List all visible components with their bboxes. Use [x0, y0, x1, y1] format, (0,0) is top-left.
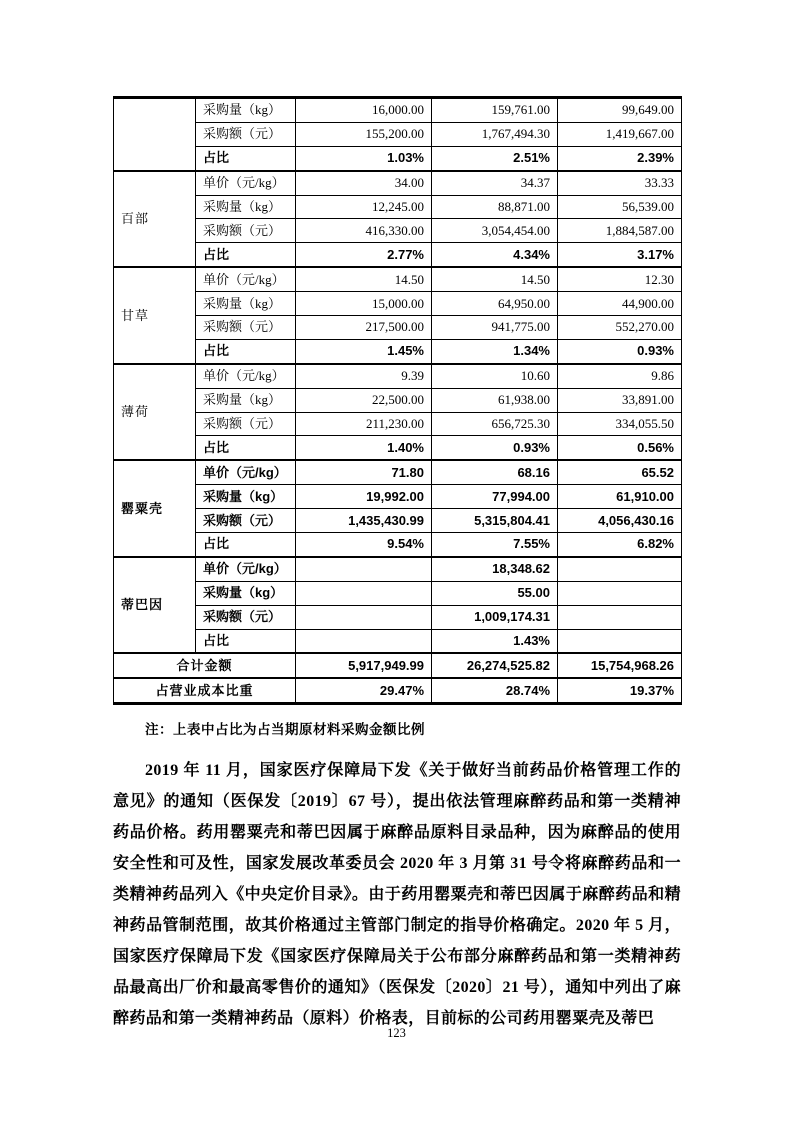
table-row	[114, 388, 682, 412]
material-name-cell: 蒂巴因	[114, 557, 196, 654]
metric-label-cell: 占比	[196, 146, 296, 170]
value-cell: 0.93%	[432, 436, 558, 460]
metric-label-cell: 采购额（元）	[196, 509, 296, 533]
table-row	[114, 509, 682, 533]
metric-label-cell: 采购额（元）	[196, 605, 296, 629]
page-number: 123	[387, 1026, 406, 1040]
value-cell: 2.77%	[296, 243, 432, 267]
metric-label-cell: 采购量（kg）	[196, 195, 296, 219]
value-cell: 19.37%	[558, 678, 682, 703]
value-cell: 2.51%	[432, 146, 558, 170]
value-cell: 552,270.00	[558, 316, 682, 340]
value-cell: 28.74%	[432, 678, 558, 703]
value-cell: 1,419,667.00	[558, 122, 682, 146]
value-cell: 12.30	[558, 267, 682, 291]
value-cell: 1.03%	[296, 146, 432, 170]
value-cell: 18,348.62	[432, 557, 558, 581]
material-name-cell: 百部	[114, 171, 196, 268]
metric-label-cell: 占比	[196, 533, 296, 557]
metric-label-cell: 采购量（kg）	[196, 388, 296, 412]
table-row	[114, 605, 682, 629]
value-cell: 9.54%	[296, 533, 432, 557]
value-cell: 14.50	[432, 267, 558, 291]
table-row	[114, 557, 682, 581]
value-cell: 68.16	[432, 460, 558, 484]
metric-label-cell: 采购量（kg）	[196, 292, 296, 316]
page-content	[113, 96, 681, 1034]
value-cell: 941,775.00	[432, 316, 558, 340]
table-row	[114, 122, 682, 146]
footer-label-cell: 合计金额	[114, 653, 296, 678]
table-row	[114, 485, 682, 509]
value-cell: 1,009,174.31	[432, 605, 558, 629]
value-cell: 10.60	[432, 364, 558, 388]
value-cell: 0.56%	[558, 436, 682, 460]
value-cell: 15,000.00	[296, 292, 432, 316]
value-cell: 5,917,949.99	[296, 653, 432, 678]
value-cell: 4.34%	[432, 243, 558, 267]
value-cell: 33,891.00	[558, 388, 682, 412]
metric-label-cell: 占比	[196, 436, 296, 460]
value-cell	[558, 629, 682, 653]
metric-label-cell: 单价（元/kg）	[196, 460, 296, 484]
value-cell: 7.55%	[432, 533, 558, 557]
value-cell: 334,055.50	[558, 412, 682, 436]
value-cell: 99,649.00	[558, 98, 682, 123]
value-cell: 416,330.00	[296, 219, 432, 243]
procurement-table-body	[114, 98, 682, 704]
value-cell	[296, 629, 432, 653]
value-cell: 15,754,968.26	[558, 653, 682, 678]
material-name-cell: 罂粟壳	[114, 460, 196, 557]
value-cell: 3.17%	[558, 243, 682, 267]
value-cell: 56,539.00	[558, 195, 682, 219]
value-cell: 2.39%	[558, 146, 682, 170]
metric-label-cell: 采购量（kg）	[196, 485, 296, 509]
value-cell: 0.93%	[558, 339, 682, 363]
table-row	[114, 292, 682, 316]
value-cell: 1.34%	[432, 339, 558, 363]
value-cell: 159,761.00	[432, 98, 558, 123]
value-cell: 65.52	[558, 460, 682, 484]
table-row	[114, 460, 682, 484]
table-row	[114, 195, 682, 219]
table-row	[114, 412, 682, 436]
metric-label-cell: 占比	[196, 339, 296, 363]
value-cell: 33.33	[558, 171, 682, 195]
value-cell: 1.43%	[432, 629, 558, 653]
table-row	[114, 581, 682, 605]
table-row	[114, 316, 682, 340]
value-cell	[558, 581, 682, 605]
metric-label-cell: 采购量（kg）	[196, 581, 296, 605]
table-footer-row	[114, 678, 682, 703]
table-row	[114, 171, 682, 195]
value-cell: 4,056,430.16	[558, 509, 682, 533]
value-cell: 55.00	[432, 581, 558, 605]
value-cell: 61,910.00	[558, 485, 682, 509]
table-row	[114, 243, 682, 267]
metric-label-cell: 单价（元/kg）	[196, 364, 296, 388]
value-cell: 211,230.00	[296, 412, 432, 436]
material-name-cell	[114, 98, 196, 171]
value-cell: 12,245.00	[296, 195, 432, 219]
value-cell: 34.00	[296, 171, 432, 195]
value-cell: 1,435,430.99	[296, 509, 432, 533]
value-cell: 71.80	[296, 460, 432, 484]
footer-label-cell: 占营业成本比重	[114, 678, 296, 703]
value-cell: 77,994.00	[432, 485, 558, 509]
value-cell	[558, 605, 682, 629]
value-cell: 16,000.00	[296, 98, 432, 123]
value-cell: 1.45%	[296, 339, 432, 363]
value-cell: 88,871.00	[432, 195, 558, 219]
value-cell: 656,725.30	[432, 412, 558, 436]
value-cell: 64,950.00	[432, 292, 558, 316]
value-cell	[296, 605, 432, 629]
value-cell: 26,274,525.82	[432, 653, 558, 678]
metric-label-cell: 占比	[196, 629, 296, 653]
table-row	[114, 364, 682, 388]
value-cell: 5,315,804.41	[432, 509, 558, 533]
table-row	[114, 533, 682, 557]
procurement-table	[113, 96, 682, 705]
table-row	[114, 98, 682, 123]
value-cell: 44,900.00	[558, 292, 682, 316]
value-cell: 3,054,454.00	[432, 219, 558, 243]
material-name-cell: 薄荷	[114, 364, 196, 461]
value-cell: 14.50	[296, 267, 432, 291]
value-cell: 19,992.00	[296, 485, 432, 509]
value-cell	[558, 557, 682, 581]
value-cell: 1,884,587.00	[558, 219, 682, 243]
metric-label-cell: 采购额（元）	[196, 219, 296, 243]
metric-label-cell: 占比	[196, 243, 296, 267]
metric-label-cell: 采购额（元）	[196, 122, 296, 146]
metric-label-cell: 采购额（元）	[196, 316, 296, 340]
value-cell: 217,500.00	[296, 316, 432, 340]
value-cell: 6.82%	[558, 533, 682, 557]
value-cell: 22,500.00	[296, 388, 432, 412]
value-cell: 155,200.00	[296, 122, 432, 146]
table-row	[114, 629, 682, 653]
body-paragraph: 2019 年 11 月，国家医疗保障局下发《关于做好当前药品价格管理工作的意见》的通知（医保发〔2019〕67 号），提出依法管理麻醉药品和第一类精神药品价格。药用罂粟壳和蒂巴因属于麻醉品原料目录品种，因为麻醉品的使用安全性和可及性，国家发展改革委员会 2020 年 3 月第 31 号令将麻醉药品和一类精神药品列入《中央定价目录》。由于药用罂粟壳和蒂巴因属于麻醉药品和精神药品管制范围，故其价格通过主管部门制定的指导价格确定。2020 年 5 月，国家医疗保障局下发《国家医疗保障局关于公布部分麻醉药品和第一类精神药品最高出厂价和最高零售价的通知》（医保发〔2020〕21 号），通知中列出了麻醉药品和第一类精神药品（原料）价格表，目前标的公司药用罂粟壳及蒂巴	[113, 762, 681, 1028]
table-note: 注：上表中占比为占当期原材料采购金额比例	[145, 722, 425, 738]
table-row	[114, 436, 682, 460]
table-row	[114, 219, 682, 243]
metric-label-cell: 单价（元/kg）	[196, 557, 296, 581]
metric-label-cell: 采购额（元）	[196, 412, 296, 436]
value-cell: 1.40%	[296, 436, 432, 460]
value-cell: 61,938.00	[432, 388, 558, 412]
value-cell: 29.47%	[296, 678, 432, 703]
material-name-cell: 甘草	[114, 267, 196, 364]
table-footer-row	[114, 653, 682, 678]
metric-label-cell: 单价（元/kg）	[196, 171, 296, 195]
value-cell: 9.86	[558, 364, 682, 388]
table-row	[114, 146, 682, 170]
metric-label-cell: 采购量（kg）	[196, 98, 296, 123]
value-cell: 34.37	[432, 171, 558, 195]
table-row	[114, 267, 682, 291]
table-row	[114, 339, 682, 363]
metric-label-cell: 单价（元/kg）	[196, 267, 296, 291]
value-cell: 9.39	[296, 364, 432, 388]
value-cell	[296, 581, 432, 605]
value-cell: 1,767,494.30	[432, 122, 558, 146]
value-cell	[296, 557, 432, 581]
